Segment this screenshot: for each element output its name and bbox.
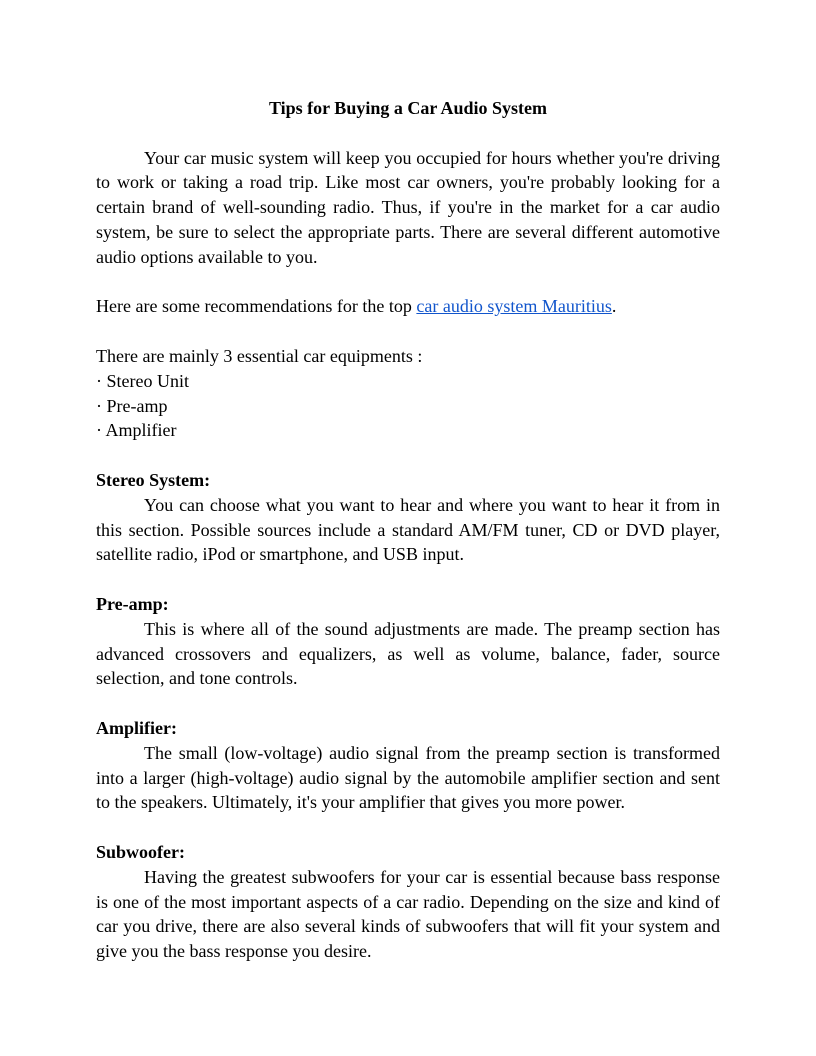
section-heading-stereo: Stereo System: bbox=[96, 469, 211, 490]
page-title: Tips for Buying a Car Audio System bbox=[268, 98, 548, 118]
section-body-stereo: You can choose what you want to hear and where you want to hear it from in this section. Possible sources include a standard AM/FM tuner, CD or DVD player, satellite radio, iPod or smartphone, and USB input. bbox=[96, 494, 720, 565]
recommendation-text: Here are some recommendations for the top bbox=[96, 296, 417, 317]
list-item: · Pre-amp bbox=[96, 395, 168, 416]
spacer bbox=[96, 319, 720, 344]
document-page bbox=[96, 96, 720, 964]
section-heading-subwoofer: Subwoofer: bbox=[96, 841, 185, 862]
list-item: · Stereo Unit bbox=[96, 370, 189, 391]
spacer bbox=[96, 121, 720, 146]
spacer bbox=[96, 270, 720, 295]
spacer bbox=[96, 443, 720, 468]
spacer bbox=[96, 567, 720, 592]
intro-paragraph: Your car music system will keep you occupied for hours whether you're driving to work or taking a road trip. Like most car owners, you're probably looking for a certain brand of well-sounding radio. Thus, if you're in the market for a car audio system, be sure to select the appropriate parts. There are several different automotive audio options available to you. bbox=[96, 147, 720, 267]
section-body-preamp: This is where all of the sound adjustments are made. The preamp section has advanced crossovers and equalizers, as well as volume, balance, fader, source selection, and tone controls. bbox=[96, 618, 720, 689]
list-item: · Amplifier bbox=[96, 420, 177, 441]
equipment-list bbox=[96, 369, 720, 443]
spacer bbox=[96, 691, 720, 716]
car-audio-link[interactable]: car audio system Mauritius bbox=[416, 296, 612, 317]
section-heading-preamp: Pre-amp: bbox=[96, 593, 169, 614]
recommendation-paragraph bbox=[96, 294, 720, 319]
recommendation-period: . bbox=[611, 296, 617, 317]
section-heading-amplifier: Amplifier: bbox=[96, 717, 177, 738]
equipment-lead: There are mainly 3 essential car equipments : bbox=[96, 345, 423, 366]
spacer bbox=[96, 815, 720, 840]
section-body-amplifier: The small (low-voltage) audio signal from the preamp section is transformed into a larger (high-voltage) audio signal by the automobile amplifier section and sent to the speakers. Ultimately, it's your amplifier that gives you more power. bbox=[96, 742, 720, 813]
section-body-subwoofer: Having the greatest subwoofers for your car is essential because bass response is one of the most important aspects of a car radio. Depending on the size and kind of car you drive, there are also several kinds of subwoofers that will fit your system and give you the bass response you desire. bbox=[96, 866, 720, 962]
